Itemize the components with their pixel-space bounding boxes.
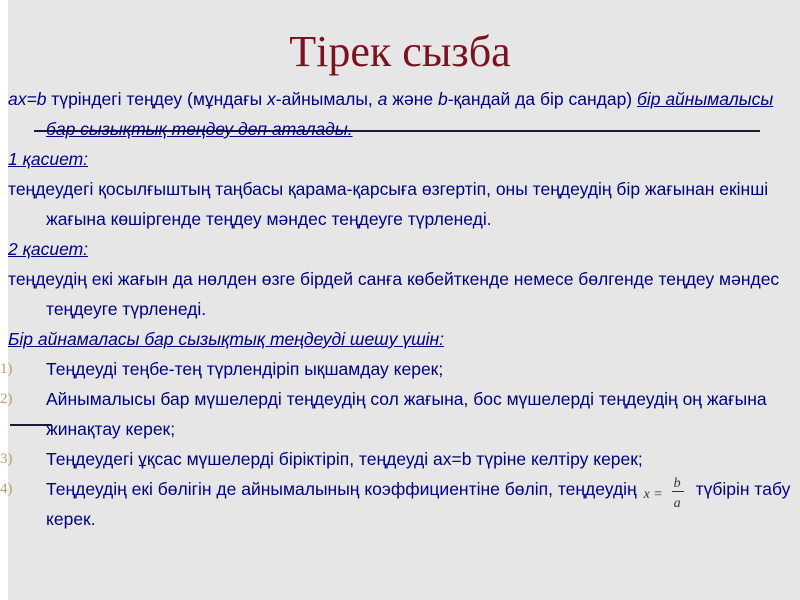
list-number: 1) (0, 361, 13, 377)
definition-text: бір айнымалысы бар сызықтық теңдеу деп аталады. (46, 89, 774, 139)
list-item (0, 354, 794, 384)
intro-part: a (377, 89, 388, 109)
root-formula (642, 476, 696, 512)
list-item-text: Айнымалысы бар мүшелерді теңдеудің сол жағына, бос мүшелерді теңдеудің оң жағына жинақтау керек; (46, 389, 767, 439)
intro-part: -қандай да бір (447, 89, 564, 109)
intro-line2-plain: сандар) (568, 89, 637, 109)
slide-title: Тірек сызба (289, 27, 511, 76)
list-item-text-end: түбірін табу керек. (46, 479, 791, 529)
property-2-heading: 2 қасиет: (8, 239, 89, 259)
list-item-text: Теңдеуді теңбе-тең түрлендіріп ықшамдау керек; (46, 359, 444, 379)
left-margin-strip (0, 0, 8, 600)
list-item-text: Теңдеудің екі бөлігін де айнымалының коэффициентіне бөліп, теңдеудің (46, 479, 637, 499)
list-number: 4) (0, 481, 13, 497)
intro-part: және (387, 89, 438, 109)
property-1-text: теңдеудегі қосылғыштың таңбасы қарама-қарсыға өзгертіп, оны теңдеудің бір жағынан екінші жағына көшіргенде теңдеу мәндес теңдеуге түрленеді. (8, 179, 769, 229)
list-number: 2) (0, 391, 13, 407)
property-1-heading: 1 қасиет: (8, 149, 89, 169)
slide-body (0, 84, 794, 534)
steps-heading: Бір айнамаласы бар сызықтық теңдеуді шешу үшін: (8, 329, 444, 349)
formula-numerator: b (673, 476, 681, 492)
formula-lhs: x = (643, 487, 663, 503)
list-item-text: Теңдеудегі ұқсас мүшелерді біріктіріп, теңдеуді ax=b түріне келтіру керек; (46, 449, 643, 469)
intro-part: b (437, 89, 448, 109)
intro-paragraph (8, 84, 794, 144)
intro-part: x (267, 89, 276, 109)
list-item (0, 384, 794, 444)
intro-part: -айнымалы, (275, 89, 378, 109)
list-item (0, 474, 794, 534)
intro-part: түріндегі теңдеу (мұндағы (46, 89, 268, 109)
formula-denominator: a (673, 496, 681, 512)
intro-part: ax=b (8, 89, 47, 109)
property-2-text: теңдеудің екі жағын да нөлден өзге бірдей санға көбейткенде немесе бөлгенде теңдеу мәндес теңдеуге түрленеді. (8, 269, 780, 319)
list-number: 3) (0, 451, 13, 467)
